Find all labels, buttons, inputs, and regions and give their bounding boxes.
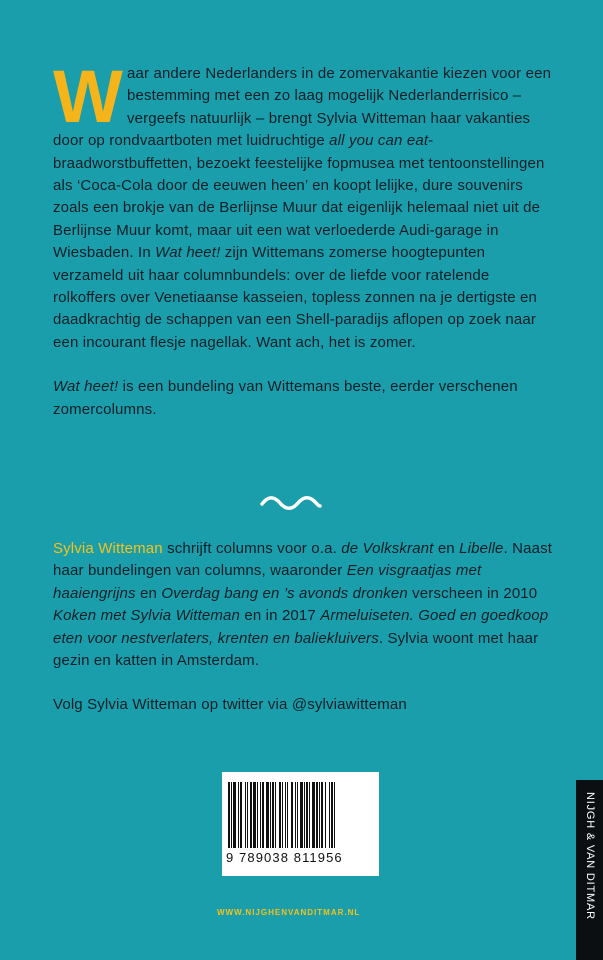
bio-text: . Sylvia woont met haar gezin en katten in Amsterdam.: [53, 629, 539, 670]
barcode-bar: [275, 782, 276, 848]
bio-emphasis: Een visgraatjas met haaiengrijns: [53, 562, 482, 602]
blurb: [53, 55, 553, 443]
barcode-bar: [250, 782, 252, 848]
barcode-bar: [285, 782, 286, 848]
barcode-bar: [309, 782, 310, 848]
wave-ornament-icon: [259, 493, 323, 511]
author-bio: [53, 538, 553, 739]
bio-text: . Naast haar bundelingen van columns, waaronder: [53, 540, 553, 580]
drop-cap: W: [53, 55, 123, 138]
blurb-paragraph-2: [53, 376, 553, 421]
barcode-bar: [300, 782, 303, 848]
barcode-bar: [247, 782, 248, 848]
bio-emphasis: Overdag bang en ’s avonds dronken: [161, 584, 408, 602]
barcode-bar: [279, 782, 281, 848]
barcode-bar: [316, 782, 318, 848]
barcode-bar: [266, 782, 269, 848]
barcode-bar: [270, 782, 271, 848]
bio-emphasis: Koken met Sylvia Witteman: [53, 607, 241, 625]
barcode-bar: [233, 782, 236, 848]
bio-emphasis: de Volkskrant: [341, 540, 434, 557]
barcode-bar: [312, 782, 315, 848]
barcode-bar: [257, 782, 258, 848]
blurb-emphasis: all you can eat: [329, 132, 429, 150]
bio-paragraph: [53, 538, 553, 672]
author-name: Sylvia Witteman: [53, 540, 163, 557]
isbn-number: 9 789038 811956: [226, 850, 343, 865]
barcode-bar: [245, 782, 246, 848]
barcode-bar: [262, 782, 264, 848]
barcode-bar: [287, 782, 288, 848]
publisher-website: WWW.NIJGHENVANDITMAR.NL: [217, 908, 361, 917]
barcode-bar: [272, 782, 274, 848]
barcode-bar: [306, 782, 308, 848]
blurb-text: is een bundeling van Wittemans beste, eerder verschenen zomercolumns.: [53, 378, 518, 418]
bio-text: verscheen in 2010: [407, 584, 538, 602]
spine-label: [576, 780, 603, 960]
barcode-bar: [321, 782, 323, 848]
barcode-bar: [238, 782, 239, 848]
bio-text: en in 2017: [240, 607, 321, 625]
blurb-emphasis: Wat heet!: [53, 378, 119, 396]
bio-text: en: [135, 584, 162, 602]
barcode-bar: [297, 782, 298, 848]
barcode-bar: [295, 782, 296, 848]
barcode-bar: [228, 782, 230, 848]
barcode-bar: [253, 782, 256, 848]
blurb-emphasis: Wat heet!: [155, 244, 221, 262]
isbn-barcode: [222, 772, 379, 876]
barcode-bars: [228, 782, 373, 848]
bio-text: en: [433, 540, 460, 557]
barcode-bar: [319, 782, 320, 848]
barcode-bar: [291, 782, 293, 848]
blurb-text: zijn Wittemans zomerse hoogtepunten verzameld uit haar columnbundels: over de liefde voor ratelende rolkoffers over Venetiaanse kasseien, topless zonnen na je dertigste en daadkrachtig de schappen van een Shell-paradijs aflopen op zoek naar een incourant flesje nagellak. Want ach, het is zomer.: [53, 244, 538, 351]
barcode-bar: [240, 782, 242, 848]
barcode-bar: [304, 782, 305, 848]
barcode-bar: [260, 782, 261, 848]
barcode-bar: [231, 782, 232, 848]
barcode-bar: [282, 782, 283, 848]
bio-emphasis: Armeluiseten. Goed en goedkoop eten voor nestverlaters, krenten en baliekluivers: [53, 607, 549, 647]
twitter-line: Volg Sylvia Witteman op twitter via @sylviawitteman: [53, 696, 407, 714]
barcode-bar: [331, 782, 333, 848]
barcode-bar: [334, 782, 335, 848]
barcode-bar: [325, 782, 326, 848]
blurb-text: -braadworstbuffetten, bezoekt feestelijke fopmusea met tentoonstellingen als ‘Coca-Cola door de eeuwen heen’ en koopt lelijke, dure souvenirs zoals een brokje van de Berlijnse Muur dat eigenlijk helemaal niet uit de Berlijnse Muur komt, maar uit een wat verloederde Audi-garage in Wiesbaden. In: [53, 132, 545, 262]
bio-text: schrijft columns voor o.a.: [162, 540, 342, 557]
publisher-name: NIJGH & VAN DITMAR: [584, 792, 596, 920]
blurb-text: aar andere Nederlanders in de zomervakantie kiezen voor een bestemming met een zo laag mogelijk Nederlanderrisico – vergeefs natuurlijk – brengt Sylvia Witteman haar vakanties door op rondvaartboten met luidruchtige: [53, 65, 552, 150]
barcode-bar: [329, 782, 330, 848]
blurb-paragraph-1: [53, 55, 553, 354]
bio-emphasis: Libelle: [459, 540, 504, 557]
